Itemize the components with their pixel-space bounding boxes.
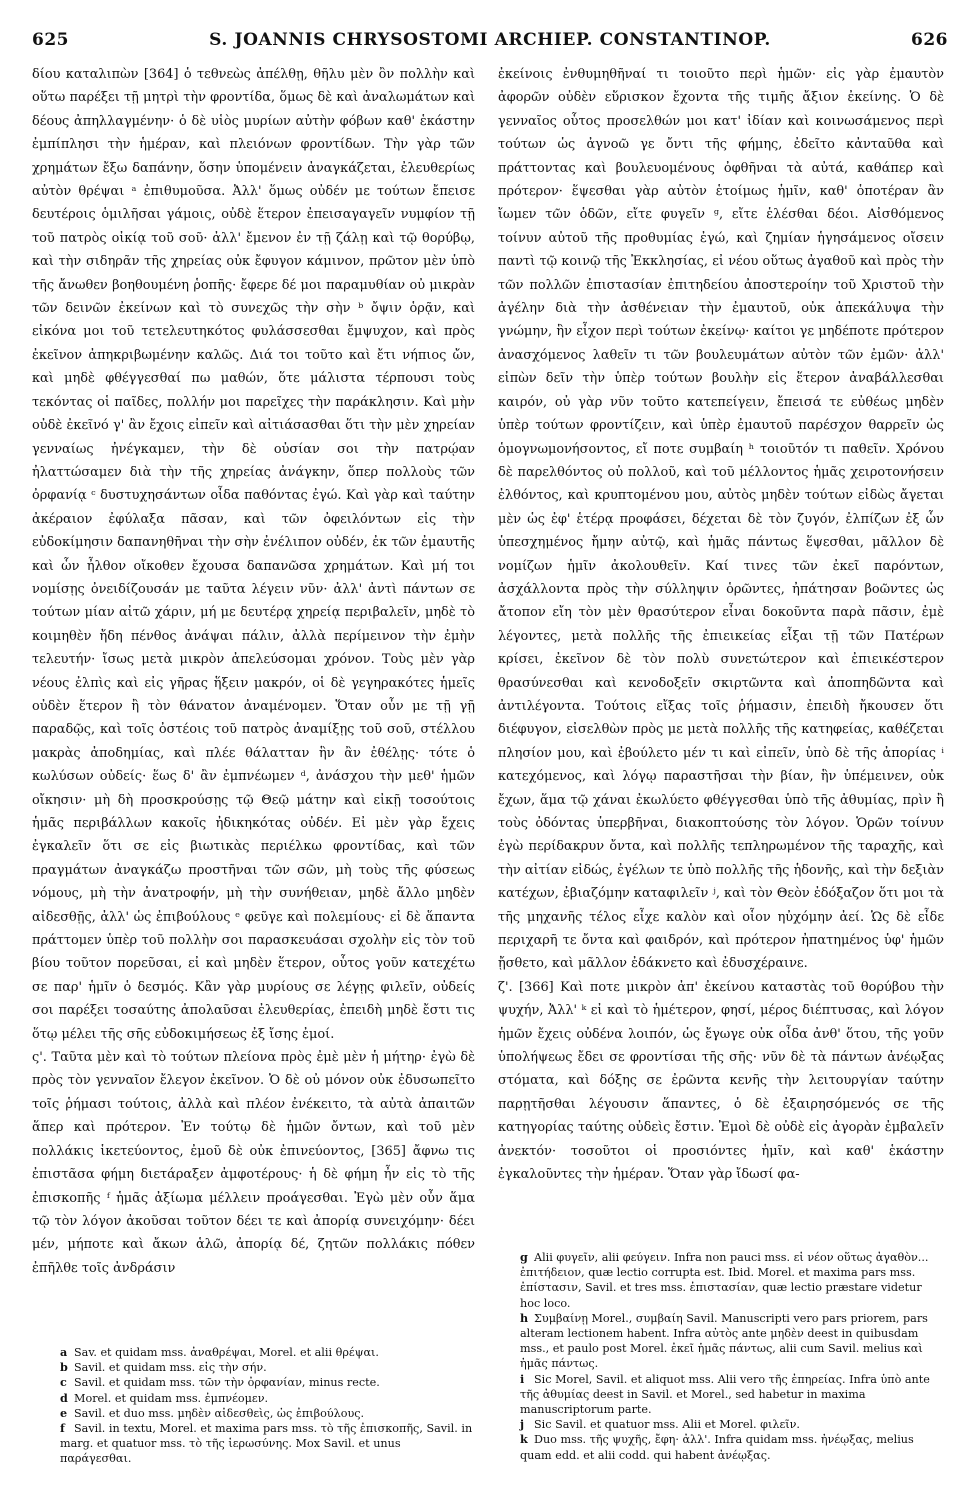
- footnote-mark: j: [520, 1417, 525, 1432]
- footnote: [60, 1345, 475, 1360]
- right-column: [498, 63, 944, 1187]
- left-page-number: 625: [32, 30, 69, 50]
- footnote-text: Sic Morel, Savil. et aliquot mss. Alii vero τῆς ἐπηρείας. Infra ὑπὸ ante τῆς ἀθυμίας deest in Savil. et Morel., sed habetur in maxima manuscriptorum parte.: [520, 1372, 930, 1417]
- footnote: [60, 1391, 475, 1406]
- footnote-text: Morel. et quidam mss. ἐμπνέομεν.: [74, 1391, 269, 1405]
- footnote-mark: c: [60, 1375, 67, 1390]
- footnote: [60, 1375, 475, 1390]
- left-paragraph-1: δίου καταλιπὼν [364] ὁ τεθνεὼς ἀπέλθῃ, θῆλυ μὲν ὂν πολλὴν καὶ οὕτω παρέξει τῇ μητρὶ τὴν φροντίδα, ὅμως δὲ καὶ ἀναλωμάτων καὶ δέους ἀπηλλαγμένην· ὁ δὲ υἱὸς μυρίων αὐτὴν φόβων καθ' ἑκάστην ἐμπίπλησι τὴν ἡμέραν, καὶ πλειόνων φροντίδων. Τὴν γὰρ τῶν χρημάτων ἔξω δαπάνην, ὅσην ὑπομένειν ἀναγκάζεται, ἐλευθερίως αὐτὸν θρέψαι ᵃ ἐπιθυμοῦσα. Ἀλλ' ὅμως οὐδέν με τούτων ἔπεισε δευτέροις ὁμιλῆσαι γάμοις, οὐδὲ ἕτερον ἐπεισαγαγεῖν νυμφίον τῇ τοῦ πατρὸς οἰκίᾳ τοῦ σοῦ· ἀλλ' ἔμενον ἐν τῇ ζάλῃ καὶ τῷ θορύβῳ, καὶ τὴν σιδηρᾶν τῆς χηρείας οὐκ ἔφυγον κάμινον, πρῶτον μὲν ὑπὸ τῆς ἄνωθεν βοηθουμένη ῥοπῆς· ἔφερε δέ μοι παραμυθίαν οὐ μικρὰν τῶν δεινῶν ἐκείνων καὶ τὸ συνεχῶς τὴν σὴν ᵇ ὄψιν ὁρᾷν, καὶ εἰκόνα μοι τοῦ τετελευτηκότος φυλάσσεσθαι ἔμψυχον, καὶ πρὸς ἐκεῖνον ἀπηκριβωμένην καλῶς. Διά τοι τοῦτο καὶ ἔτι νήπιος ὤν, καὶ μηδὲ φθέγγεσθαί πω μαθών, ὅτε μάλιστα τέρπουσι τοὺς τεκόντας οἱ παῖδες, πολλήν μοι παρεῖχες τὴν παράκλησιν. Καὶ μὴν οὐδὲ ἐκεῖνό γ' ἂν ἔχοις εἰπεῖν καὶ αἰτιάσασθαι ὅτι τὴν μὲν χηρείαν γενναίως ἠνέγκαμεν, τὴν δὲ οὐσίαν σοι τὴν πατρῴαν ἠλαττώσαμεν διὰ τὴν τῆς χηρείας ἀνάγκην, ὅπερ πολλοὺς τῶν ὀρφανίᾳ ᶜ δυστυχησάντων οἶδα παθόντας ἐγώ. Καὶ γὰρ καὶ ταύτην ἀκέραιον ἐφύλαξα πᾶσαν, καὶ τῶν ὀφειλόντων εἰς τὴν εὐδοκίμησιν δαπανηθῆναι τὴν σὴν ἐνέλιπον οὐδέν, ἐκ τῶν ἐμαυτῆς καὶ ὧν ἦλθον οἴκοθεν ἔχουσα δαπανῶσα χρημάτων. Καὶ μή τοι νομίσῃς ὀνειδίζουσάν με ταῦτα λέγειν νῦν· ἀλλ' ἀντὶ πάντων σε τούτων μίαν αἰτῶ χάριν, μή με δευτέρᾳ χηρείᾳ περιβαλεῖν, μηδὲ τὸ κοιμηθὲν ἤδη πένθος ἀνάψαι πάλιν, ἀλλὰ περίμεινον τὴν ἐμὴν τελευτήν· ἴσως μετὰ μικρὸν ἀπελεύσομαι χρόνον. Τοὺς μὲν γὰρ νέους ἐλπὶς καὶ εἰς γῆρας ἥξειν μακρόν, οἱ δὲ γεγηρακότες ἡμεῖς οὐδὲν ἕτερον ἢ τὸν θάνατον ἀναμένομεν. Ὅταν οὖν με τῇ γῇ παραδῷς, καὶ τοῖς ὀστέοις τοῦ πατρὸς ἀναμίξῃς τοῦ σοῦ, στέλλου μακρὰς ἀποδημίας, καὶ πλέε θάλατταν ἣν ἂν ἐθέλῃς· τότε ὁ κωλύσων οὐδείς· ἕως δ' ἂν ἐμπνέωμεν ᵈ, ἀνάσχου τὴν μεθ' ἡμῶν οἴκησιν· μὴ δὴ προσκρούσῃς τῷ Θεῷ μάτην καὶ εἰκῇ τοσούτοις ἡμᾶς περιβάλλων κακοῖς ἠδικηκότας οὐδέν. Εἰ μὲν γὰρ ἔχεις ἐγκαλεῖν ὅτι σε εἰς βιωτικὰς περιέλκω φροντίδας, καὶ τῶν πραγμάτων ἀναγκάζω προστῆναι τῶν σῶν, μὴ τοὺς τῆς φύσεως νόμους, μὴ τὴν ἀνατροφήν, μὴ τὴν συνήθειαν, μηδὲ ἄλλο μηδὲν αἰδεσθῇς, ἀλλ' ὡς ἐπιβούλους ᵉ φεῦγε καὶ πολεμίους· εἰ δὲ ἅπαντα πράττομεν ὑπὲρ τοῦ πολλὴν σοι παρασκευάσαι σχολὴν εἰς τὸν τοῦ βίου τοῦτον πορεῦσαι, εἰ καὶ μηδὲν ἕτερον, οὗτος γοῦν κατεχέτω σε παρ' ἡμῖν ὁ δεσμός. Κἂν γὰρ μυρίους σε λέγῃς φιλεῖν, οὐδείς σοι παρέξει τοσαύτης ἀπολαῦσαι ἐλευθερίας, ἐπειδὴ μηδὲ ἔστι τις ὅτῳ μέλει τῆς σῆς εὐδοκιμήσεως ἐξ ἴσης ἐμοί.: [32, 67, 475, 1042]
- footnote-text: Sav. et quidam mss. ἀναθρέψαι, Morel. et alii θρέψαι.: [74, 1346, 379, 1359]
- footnote-mark: g: [520, 1250, 528, 1264]
- footnote-mark: d: [60, 1390, 68, 1405]
- footnote-text: Συμβαίνῃ Morel., συμβαίη Savil. Manuscripti vero pars priorem, pars alteram lectionem habent. Infra αὐτὸς ante μηδὲν deest in quibusdam mss., et paulo post Morel. ἐκεῖ ἡμᾶς πάντως, alii cum Savil. melius καὶ ἡμᾶς πάντως.: [520, 1311, 928, 1371]
- footnote-text: Savil. in textu, Morel. et maxima pars mss. τὸ τῆς ἐπισκοπῆς, Savil. in marg. et quatuor mss. τὸ τῆς ἱερωσύνης. Mox Savil. et unus παράγεσθαι.: [60, 1422, 473, 1466]
- left-paragraph-2: ς'. Ταῦτα μὲν καὶ τὸ τούτων πλείονα πρὸς ἐμὲ μὲν ἡ μήτηρ· ἐγὼ δὲ πρὸς τὸν γενναῖον ἔλεγον ἐκεῖνον. Ὁ δὲ οὐ μόνον οὐκ ἐδυσωπεῖτο τοῖς ῥήμασι τούτοις, ἀλλὰ καὶ πλέον ἐνέκειτο, τὰ αὐτὰ ἀπαιτῶν ἅπερ καὶ πρότερον. Ἐν τούτῳ δὲ ἡμῶν ὄντων, καὶ τοῦ μὲν πολλάκις ἱκετεύοντος, ἐμοῦ δὲ οὐκ ἐπινεύοντος, [365] ἄφνω τις ἐπιστᾶσα φήμη διετάραξεν ἀμφοτέρους· ἡ δὲ φήμη ἦν εἰς τὸ τῆς ἐπισκοπῆς ᶠ ἡμᾶς ἀξίωμα μέλλειν προάγεσθαι. Ἐγὼ μὲν οὖν ἅμα τῷ τὸν λόγον ἀκοῦσαι τοῦτον δέει τε καὶ ἀπορίᾳ συνειχόμην· δέει μέν, μήποτε καὶ ἄκων ἁλῶ, ἀπορίᾳ δέ, ζητῶν πολλάκις πόθεν ἐπῆλθε τοῖς ἀνδράσιν: [32, 1050, 475, 1276]
- right-page-number: 626: [911, 30, 948, 50]
- footnote-mark: b: [60, 1360, 68, 1375]
- footnote-text: Savil. et duo mss. μηδὲν αἰδεσθεὶς, ὡς ἐπιβούλους.: [74, 1406, 365, 1420]
- footnote-mark: f: [60, 1421, 65, 1436]
- footnotes-right: [520, 1250, 944, 1463]
- footnote: [520, 1311, 944, 1372]
- footnote-mark: i: [520, 1371, 525, 1386]
- left-column: [32, 63, 475, 1280]
- footnote: [60, 1421, 475, 1467]
- footnote: [60, 1360, 475, 1375]
- footnote: [520, 1417, 944, 1432]
- right-paragraph-1: ἐκείνοις ἐνθυμηθῆναί τι τοιοῦτο περὶ ἡμῶν· εἰς γὰρ ἐμαυτὸν ἀφορῶν οὐδὲν εὕρισκον ἔχοντα τῆς τιμῆς ἄξιον ἐκείνης. Ὁ δὲ γενναῖος οὗτος προσελθών μοι κατ' ἰδίαν καὶ κοινωσάμενος περὶ τούτων ὡς ἀγνοῶ γε ὄντι τῆς φήμης, ἐδεῖτο κἀνταῦθα καὶ πράττοντας καὶ βουλευομένους ὀφθῆναι τὰ αὐτά, καθάπερ καὶ πρότερον· ἕψεσθαι γὰρ αὐτὸν ἑτοίμως ἡμῖν, καθ' ὁποτέραν ἂν ἴωμεν τῶν ὁδῶν, εἴτε φυγεῖν ᵍ, εἴτε ἑλέσθαι δέοι. Αἰσθόμενος τοίνυν αὐτοῦ τῆς προθυμίας ἐγώ, καὶ ζημίαν ἡγησάμενος οἴσειν παντὶ τῷ κοινῷ τῆς Ἐκκλησίας, εἰ νέου οὕτως ἀγαθοῦ καὶ πρὸς τὴν τῶν πολλῶν ἐπιστασίαν ἐπιτηδείου ἀποστεροίην τοῦ Χριστοῦ τὴν ἀγέλην διὰ τὴν ἀσθένειαν τὴν ἐμαυτοῦ, οὐκ ἀπεκάλυψα τὴν γνώμην, ἣν εἶχον περὶ τούτων ἐκείνῳ· καίτοι γε μηδέποτε πρότερον ἀνασχόμενος λαθεῖν τι τῶν βουλευμάτων αὐτὸν τῶν ἐμῶν· ἀλλ' εἰπὼν δεῖν τὴν ὑπὲρ τούτων βουλὴν εἰς ἕτερον ἀναβάλλεσθαι καιρόν, οὐ γὰρ νῦν τοῦτο κατεπείγειν, ἔπεισά τε εὐθέως μηδὲν ὑπὲρ τούτων φροντίζειν, καὶ ὑπὲρ ἐμαυτοῦ παρέσχον θαρρεῖν ὡς ὁμογνωμονήσοντος, εἴ ποτε συμβαίη ʰ τοιοῦτόν τι παθεῖν. Χρόνου δὲ παρελθόντος οὐ πολλοῦ, καὶ τοῦ μέλλοντος ἡμᾶς χειροτονήσειν ἐλθόντος, καὶ κρυπτομένου μου, αὐτὸς μηδὲν τούτων εἰδὼς ἄγεται μὲν ὡς ἐφ' ἑτέρᾳ προφάσει, δέχεται δὲ τὸν ζυγόν, ἐλπίζων ἐξ ὧν ὑπεσχημένος ἤμην αὐτῷ, καὶ ἡμᾶς πάντως ἕψεσθαι, μᾶλλον δὲ νομίζων ἡμῖν ἀκολουθεῖν. Καί τινες τῶν ἐκεῖ παρόντων, ἀσχάλλοντα πρὸς τὴν σύλληψιν ὁρῶντες, ἠπάτησαν βοῶντες ὡς ἄτοπον εἴη τὸν μὲν θρασύτερον εἶναι δοκοῦντα παρὰ πᾶσιν, ἐμὲ λέγοντες, μετὰ πολλῆς τῆς ἐπιεικείας εἶξαι τῇ τῶν Πατέρων κρίσει, ἐκεῖνον δὲ τὸν πολὺ συνετώτερον καὶ ἐπιεικέστερον θρασύνεσθαι καὶ κενοδοξεῖν σκιρτῶντα καὶ ἀποπηδῶντα καὶ ἀντιλέγοντα. Τούτοις εἴξας τοῖς ῥήμασιν, ἐπειδὴ ἤκουσεν ὅτι διέφυγον, εἰσελθὼν πρὸς με μετὰ πολλῆς τῆς κατηφείας, καθέζεται πλησίον μου, καὶ ἐβούλετο μέν τι καὶ εἰπεῖν, ὑπὸ δὲ τῆς ἀπορίας ⁱ κατεχόμενος, καὶ λόγῳ παραστῆσαι τὴν βίαν, ἣν ὑπέμεινεν, οὐκ ἔχων, ἅμα τῷ χάναι ἐκωλύετο φθέγγεσθαι ὑπὸ τῆς ἀθυμίας, πρὶν ἢ τοὺς ὀδόντας ὑπερβῆναι, διακοπτούσης τὸν λόγον. Ὁρῶν τοίνυν ἐγὼ περίδακρυν ὄντα, καὶ πολλῆς τεπληρωμένον τῆς ταραχῆς, καὶ τὴν αἰτίαν εἰδώς, ἐγέλων τε ὑπὸ πολλῆς τῆς ἡδονῆς, καὶ τὴν δεξιὰν κατέχων, ἐβιαζόμην καταφιλεῖν ʲ, καὶ τὸν Θεὸν ἐδόξαζον ὅτι μοι τὰ τῆς μηχανῆς τέλος εἶχε καλὸν καὶ οἷον ηὐχόμην ἀεί. Ὡς δὲ εἶδε περιχαρῆ τε ὄντα καὶ φαιδρόν, καὶ πρότερον ἠπατημένος ὑφ' ἡμῶν ᾔσθετο, καὶ μᾶλλον ἐδάκνετο καὶ ἐδυσχέραινε.: [498, 67, 944, 972]
- footnote-text: Savil. et quidam mss. τῶν τὴν ὀρφανίαν, minus recte.: [74, 1376, 380, 1390]
- footnote-text: Sic Savil. et quatuor mss. Alii et Morel. φιλεῖν.: [534, 1418, 800, 1432]
- footnote-mark: e: [60, 1405, 68, 1420]
- footnote: [60, 1406, 475, 1421]
- footnote-text: Savil. et quidam mss. εἰς τὴν σήν.: [74, 1361, 267, 1375]
- footnote: [520, 1372, 944, 1418]
- footnotes-left: [60, 1345, 475, 1467]
- footnote-mark: a: [60, 1345, 68, 1359]
- footnote-text: Duo mss. τῆς ψυχῆς, ἔφη· ἀλλ'. Infra quidam mss. ἠνέῳξας, melius quam edd. et alii codd. qui habent ἀνέῳξας.: [520, 1433, 914, 1462]
- footnote: [520, 1250, 944, 1311]
- page-header: [32, 30, 948, 56]
- running-title: S. JOANNIS CHRYSOSTOMI ARCHIEP. CONSTANTINOP.: [209, 30, 771, 50]
- footnote-text: Alii φυγεῖν, alii φεύγειν. Infra non pauci mss. εἰ νέον οὕτως ἀγαθὸν... ἐπιτήδειον, quæ lectio corrupta est. Ibid. Morel. et maxima pars mss. ἐπίστασιν, Savil. et tres mss. ἐπιστασίαν, quæ lectio præstare videtur hoc loco.: [520, 1251, 929, 1310]
- footnote: [520, 1432, 944, 1462]
- footnote-mark: k: [520, 1432, 528, 1447]
- footnote-mark: h: [520, 1310, 529, 1325]
- right-paragraph-2: ζ'. [366] Καὶ ποτε μικρὸν ἀπ' ἐκείνου καταστὰς τοῦ θορύβου τὴν ψυχήν, Ἀλλ' ᵏ εἰ καὶ τὸ ἡμέτερον, φησί, μέρος διέπτυσας, καὶ λόγον ἡμῶν ἔχεις οὐδένα λοιπόν, ὡς ἔγωγε οὐκ οἶδα ἀνθ' ὅτου, τῆς γοῦν ὑπολήψεως ἔδει σε φροντίσαι τῆς σῆς· νῦν δὲ τὰ πάντων ἀνέῳξας στόματα, καὶ δόξης σε ἐρῶντα κενῆς τὴν λειτουργίαν ταύτην παρῃτῆσθαι λέγουσιν ἅπαντες, ὁ δὲ ἐξαιρησόμενός σε τῆς κατηγορίας ταύτης οὐδεὶς ἔστιν. Ἐμοὶ δὲ οὐδὲ εἰς ἀγορὰν ἐμβαλεῖν ἀνεκτόν· τοσοῦτοι οἱ προσιόντες ἡμῖν, καὶ καθ' ἑκάστην ἐγκαλοῦντες τὴν ἡμέραν. Ὅταν γὰρ ἴδωσί φα-: [498, 979, 944, 1183]
